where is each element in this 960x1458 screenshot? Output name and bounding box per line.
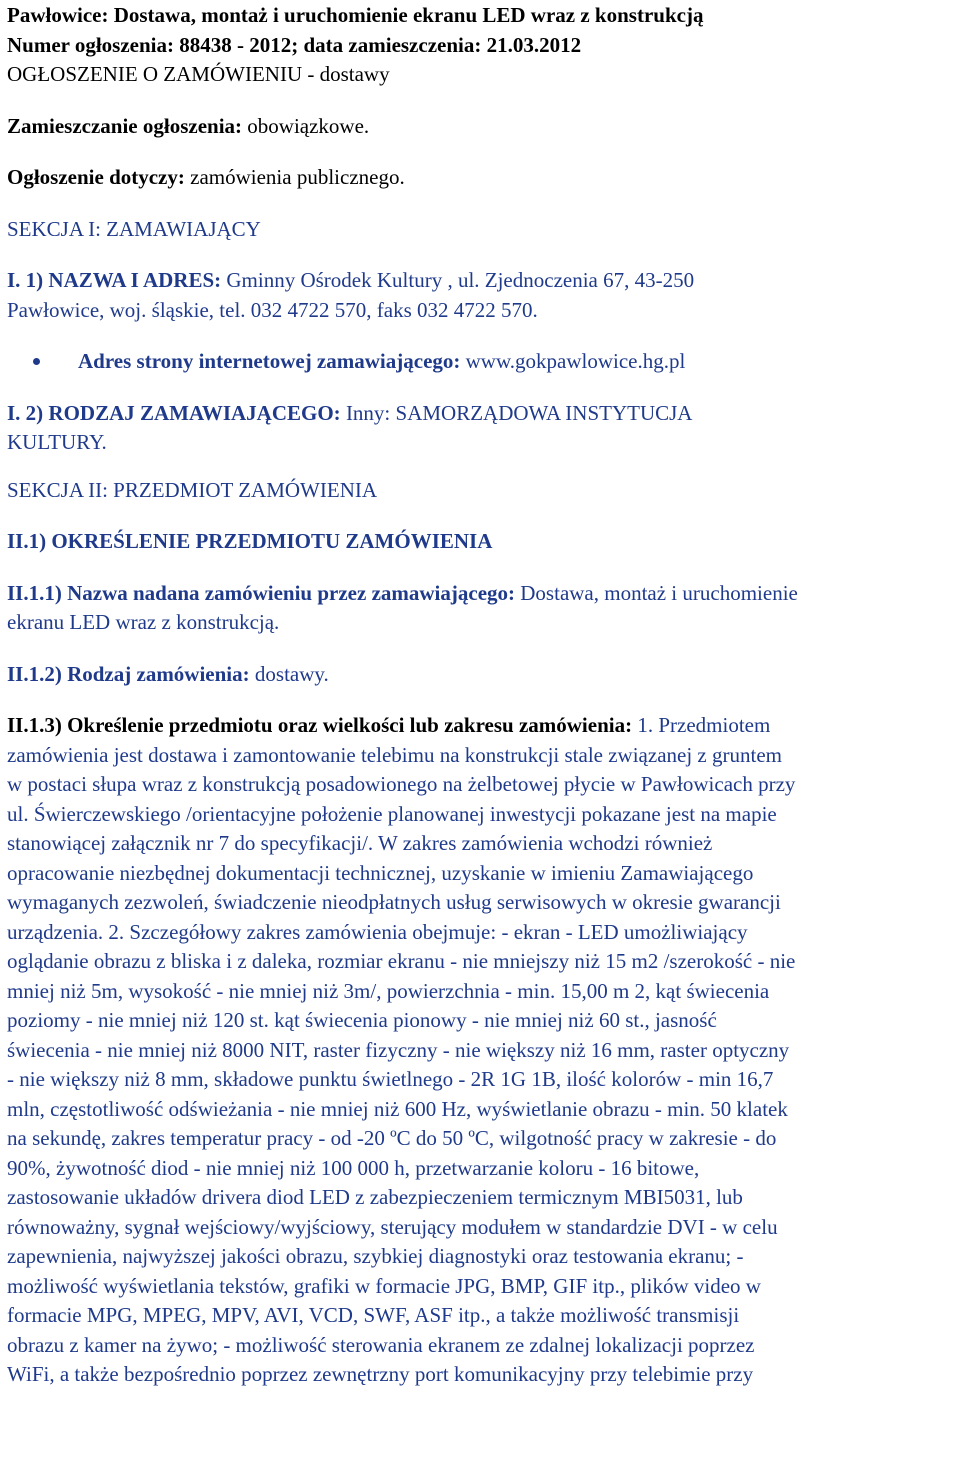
order-scope-line: możliwość wyświetlania tekstów, grafiki w formacie JPG, BMP, GIF itp., plików video w bbox=[7, 1273, 761, 1298]
name-address-value-1: Gminny Ośrodek Kultury , ul. Zjednoczenia 67, 43-250 bbox=[221, 268, 695, 292]
order-scope-line: świecenia - nie mniej niż 8000 NIT, raster fizyczny - nie większy niż 16 mm, raster optyczny bbox=[7, 1037, 790, 1062]
order-kind-field bbox=[7, 660, 957, 690]
order-scope-line: - nie większy niż 8 mm, składowe punktu świetlnego - 2R 1G 1B, ilość kolorów - min 16,7 bbox=[7, 1067, 774, 1091]
contracting-type-block bbox=[7, 399, 957, 458]
placement-value: obowiązkowe. bbox=[242, 113, 370, 138]
order-scope-line: wymaganych zezwoleń, świadczenie nieodpłatnych usług serwisowych w okresie gwarancji bbox=[7, 890, 781, 914]
order-scope-line: WiFi, a także bezpośrednio poprzez zewnętrzny port komunikacyjny przy telebimie przy bbox=[7, 1362, 754, 1386]
concerns-value: zamówienia publicznego. bbox=[184, 165, 405, 189]
title-line-3: OGŁOSZENIE O ZAMÓWIENIU - dostawy bbox=[7, 62, 390, 86]
concerns-label: Ogłoszenie dotyczy: bbox=[7, 165, 185, 189]
website-value: www.gokpawlowice.hg.pl bbox=[460, 349, 686, 373]
name-address-block bbox=[7, 266, 957, 325]
order-scope-line: oglądanie obrazu z bliska i z daleka, rozmiar ekranu - nie mniejszy niż 15 m2 /szerokość - nie bbox=[7, 949, 796, 973]
order-scope-label: II.1.3) Określenie przedmiotu oraz wielkości lub zakresu zamówienia: bbox=[7, 713, 633, 737]
order-name-value-1: Dostawa, montaż i uruchomienie bbox=[515, 580, 798, 605]
section-1-heading: SEKCJA I: ZAMAWIAJĄCY bbox=[7, 216, 261, 241]
section-2-subheading: II.1) OKREŚLENIE PRZEDMIOTU ZAMÓWIENIA bbox=[7, 529, 493, 553]
announcement-document bbox=[7, 0, 957, 1390]
concerns-field bbox=[7, 163, 957, 193]
order-scope-line: 90%, żywotność diod - nie mniej niż 100 000 h, przetwarzanie koloru - 16 bitowe, bbox=[7, 1155, 700, 1180]
order-kind-label: II.1.2) Rodzaj zamówienia: bbox=[7, 661, 250, 686]
order-scope-line: zamówienia jest dostawa i zamontowanie telebimu na konstrukcji stale związanej z gruntem bbox=[7, 742, 782, 767]
order-scope-line: poziomy - nie mniej niż 120 st. kąt świecenia pionowy - nie mniej niż 60 st., jasność bbox=[7, 1008, 717, 1032]
contracting-type-value-2: KULTURY. bbox=[7, 430, 107, 454]
website-label: Adres strony internetowej zamawiającego: bbox=[78, 349, 461, 373]
order-scope-line: ul. Świerczewskiego /orientacyjne położenie planowanej inwestycji pokazane jest na mapie bbox=[7, 801, 777, 826]
bullet-icon bbox=[33, 358, 40, 365]
document-header bbox=[7, 1, 957, 90]
title-line-1: Pawłowice: Dostawa, montaż i uruchomienie ekranu LED wraz z konstrukcją bbox=[7, 3, 704, 27]
website-item bbox=[33, 347, 957, 377]
placement-label: Zamieszczanie ogłoszenia: bbox=[7, 113, 243, 138]
order-name-block bbox=[7, 579, 957, 638]
section-2-heading: SEKCJA II: PRZEDMIOT ZAMÓWIENIA bbox=[7, 477, 378, 502]
order-scope-line: stanowiącej załącznik nr 7 do specyfikacji/. W zakres zamówienia wchodzi również bbox=[7, 831, 713, 855]
contracting-type-label: I. 2) RODZAJ ZAMAWIAJĄCEGO: bbox=[7, 400, 341, 425]
order-scope-line: obrazu z kamer na żywo; - możliwość sterowania ekranem ze zdalnej lokalizacji poprzez bbox=[7, 1332, 755, 1357]
placement-field bbox=[7, 112, 957, 142]
title-line-2: Numer ogłoszenia: 88438 - 2012; data zamieszczenia: 21.03.2012 bbox=[7, 32, 582, 57]
order-name-label: II.1.1) Nazwa nadana zamówieniu przez zamawiającego: bbox=[7, 580, 516, 605]
order-scope-line: 1. Przedmiotem bbox=[632, 713, 771, 737]
order-scope-line: zapewnienia, najwyższej jakości obrazu, szybkiej diagnostyki oraz testowania ekranu; - bbox=[7, 1244, 744, 1268]
order-scope-block bbox=[7, 711, 957, 1390]
contracting-type-value-1: Inny: SAMORZĄDOWA INSTYTUCJA bbox=[340, 400, 693, 425]
order-scope-line: mniej niż 5m, wysokość - nie mniej niż 3m/, powierzchnia - min. 15,00 m 2, kąt świecenia bbox=[7, 978, 770, 1003]
order-scope-line: opracowanie niezbędnej dokumentacji technicznej, uzyskanie w imieniu Zamawiającego bbox=[7, 860, 754, 885]
name-address-label: I. 1) NAZWA I ADRES: bbox=[7, 268, 222, 292]
order-scope-line: urządzenia. 2. Szczegółowy zakres zamówienia obejmuje: - ekran - LED umożliwiający bbox=[7, 919, 748, 944]
order-scope-line: na sekundę, zakres temperatur pracy - od -20 ºC do 50 ºC, wilgotność pracy w zakresie - do bbox=[7, 1126, 777, 1150]
name-address-value-2: Pawłowice, woj. śląskie, tel. 032 4722 570, faks 032 4722 570. bbox=[7, 297, 538, 322]
order-scope-line: mln, częstotliwość odświeżania - nie mniej niż 600 Hz, wyświetlanie obrazu - min. 50 klatek bbox=[7, 1096, 788, 1121]
order-scope-line: zastosowanie układów drivera diod LED z zabezpieczeniem termicznym MBI5031, lub bbox=[7, 1185, 743, 1209]
order-scope-line: równoważny, sygnał wejściowy/wyjściowy, sterujący modułem w standardzie DVI - w celu bbox=[7, 1214, 778, 1239]
order-name-value-2: ekranu LED wraz z konstrukcją. bbox=[7, 610, 280, 634]
order-kind-value: dostawy. bbox=[249, 661, 329, 686]
order-scope-line: w postaci słupa wraz z konstrukcją posadowionego na żelbetowej płycie w Pawłowicach przy bbox=[7, 772, 796, 796]
order-scope-line: formacie MPG, MPEG, MPV, AVI, VCD, SWF, ASF itp., a także możliwość transmisji bbox=[7, 1303, 740, 1327]
